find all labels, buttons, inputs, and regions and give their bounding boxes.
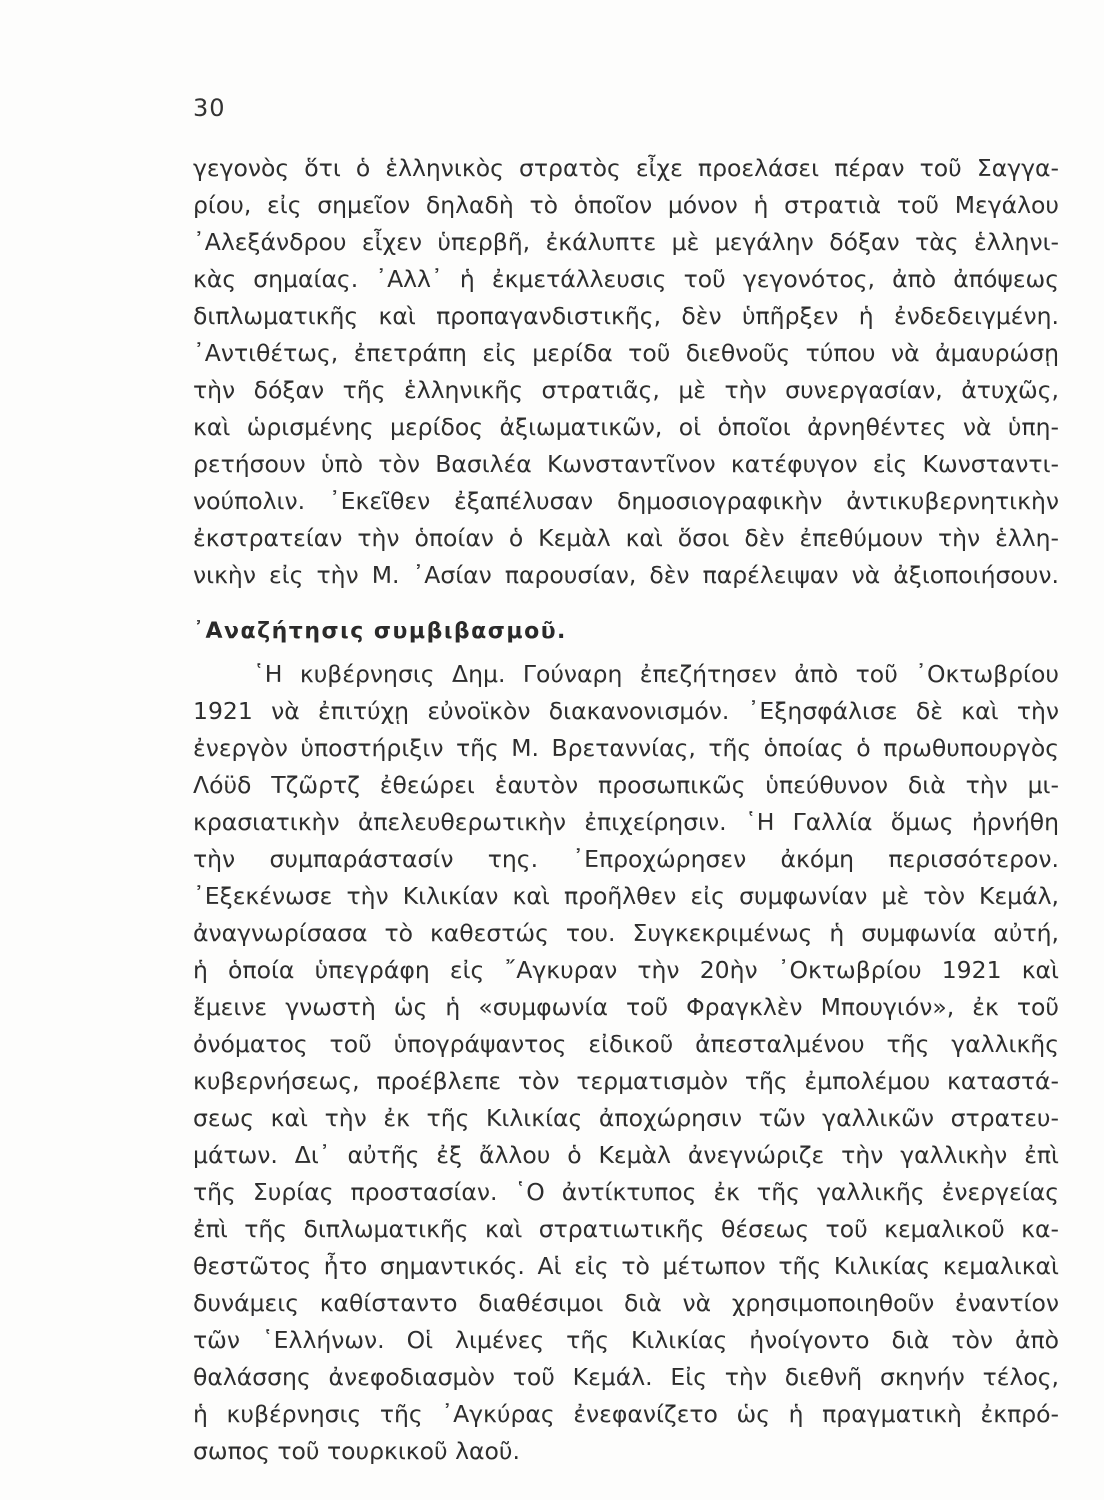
text-line: νικὴν εἰς τὴν Μ. ᾿Ασίαν παρουσίαν, δὲν παρέλειψαν νὰ ἀξιοποιήσουν.	[193, 561, 1059, 589]
text-line: μάτων. Δι᾿ αὐτῆς ἐξ ἄλλου ὁ Κεμὰλ ἀνεγνώριζε τὴν γαλλικὴν ἐπὶ	[193, 1141, 1059, 1169]
text-line: θαλάσσης ἀνεφοδιασμὸν τοῦ Κεμάλ. Εἰς τὴν διεθνῆ σκηνήν τέλος,	[193, 1363, 1059, 1391]
text-line: ἡ ὁποία ὑπεγράφη εἰς ῎Αγκυραν τὴν 20ὴν ᾿Οκτωβρίου 1921 καὶ	[193, 956, 1059, 984]
text-line: σωπος τοῦ τουρκικοῦ λαοῦ.	[193, 1437, 520, 1465]
text-line: ἐνεργὸν ὑποστήριξιν τῆς Μ. Βρεταννίας, τῆς ὁποίας ὁ πρωθυπουργὸς	[193, 734, 1059, 762]
spacer	[193, 594, 1059, 604]
text-line: ᾿Αλεξάνδρου εἶχεν ὑπερβῆ, ἐκάλυπτε μὲ μεγάλην δόξαν τὰς ἑλληνι-	[193, 228, 1059, 256]
text-line: Λόϋδ Τζῶρτζ ἐθεώρει ἑαυτὸν προσωπικῶς ὑπεύθυνον διὰ τὴν μι-	[193, 771, 1059, 799]
text-line: ὀνόματος τοῦ ὑπογράψαντος εἰδικοῦ ἀπεσταλμένου τῆς γαλλικῆς	[193, 1030, 1059, 1058]
page-number: 30	[193, 94, 226, 122]
text-line: γεγονὸς ὅτι ὁ ἑλληνικὸς στρατὸς εἶχε προελάσει πέραν τοῦ Σαγγα-	[193, 154, 1059, 182]
text-line: ᾿Εξεκένωσε τὴν Κιλικίαν καὶ προῆλθεν εἰς συμφωνίαν μὲ τὸν Κεμάλ,	[193, 882, 1059, 910]
text-line: ᾿Αντιθέτως, ἐπετράπη εἰς μερίδα τοῦ διεθνοῦς τύπου νὰ ἀμαυρώσῃ	[193, 339, 1059, 367]
text-line: τῆς Συρίας προστασίαν. ῾Ο ἀντίκτυπος ἐκ τῆς γαλλικῆς ἐνεργείας	[193, 1178, 1059, 1206]
text-line: ἔμεινε γνωστὴ ὡς ἡ «συμφωνία τοῦ Φραγκλὲν Μπουγιόν», ἐκ τοῦ	[193, 993, 1059, 1021]
text-line: ρετήσουν ὑπὸ τὸν Βασιλέα Κωνσταντῖνον κατέφυγον εἰς Κωνσταντι-	[193, 450, 1059, 478]
text-line: ἐκστρατείαν τὴν ὁποίαν ὁ Κεμὰλ καὶ ὅσοι δὲν ἐπεθύμουν τὴν ἑλλη-	[193, 524, 1059, 552]
body-text	[193, 150, 1059, 1470]
text-line: κρασιατικὴν ἀπελευθερωτικὴν ἐπιχείρησιν. ῾Η Γαλλία ὅμως ἠρνήθη	[193, 808, 1059, 836]
text-line: νούπολιν. ᾿Εκεῖθεν ἐξαπέλυσαν δημοσιογραφικὴν ἀντικυβερνητικὴν	[193, 487, 1059, 515]
text-line: τὴν δόξαν τῆς ἑλληνικῆς στρατιᾶς, μὲ τὴν συνεργασίαν, ἀτυχῶς,	[193, 376, 1059, 404]
text-line: σεως καὶ τὴν ἐκ τῆς Κιλικίας ἀποχώρησιν τῶν γαλλικῶν στρατευ-	[193, 1104, 1059, 1132]
text-line: ἡ κυβέρνησις τῆς ᾿Αγκύρας ἐνεφανίζετο ὡς ἡ πραγματικὴ ἐκπρό-	[193, 1400, 1059, 1428]
text-line: κυβερνήσεως, προέβλεπε τὸν τερματισμὸν τῆς ἐμπολέμου καταστά-	[193, 1067, 1059, 1095]
text-line: ἐπὶ τῆς διπλωματικῆς καὶ στρατιωτικῆς θέσεως τοῦ κεμαλικοῦ κα-	[193, 1215, 1059, 1243]
text-line: τῶν ῾Ελλήνων. Οἱ λιμένες τῆς Κιλικίας ἠνοίγοντο διὰ τὸν ἀπὸ	[193, 1326, 1059, 1354]
text-line: ἀναγνωρίσασα τὸ καθεστώς του. Συγκεκριμένως ἡ συμφωνία αὐτή,	[193, 919, 1059, 947]
paragraph-1	[193, 150, 1059, 594]
text-line: θεστῶτος ἦτο σημαντικός. Αἱ εἰς τὸ μέτωπον τῆς Κιλικίας κεμαλικαὶ	[193, 1252, 1059, 1280]
text-line: διπλωματικῆς καὶ προπαγανδιστικῆς, δὲν ὑπῆρξεν ἡ ἐνδεδειγμένη.	[193, 302, 1059, 330]
text-line: καὶ ὡρισμένης μερίδος ἀξιωματικῶν, οἱ ὁποῖοι ἀρνηθέντες νὰ ὑπη-	[193, 413, 1059, 441]
text-line: δυνάμεις καθίσταντο διαθέσιμοι διὰ νὰ χρησιμοποιηθοῦν ἐναντίον	[193, 1289, 1059, 1317]
text-line: ρίου, εἰς σημεῖον δηλαδὴ τὸ ὁποῖον μόνον ἡ στρατιὰ τοῦ Μεγάλου	[193, 191, 1059, 219]
paragraph-2	[193, 656, 1059, 1470]
text-line: κὰς σημαίας. ᾿Αλλ᾿ ἡ ἐκμετάλλευσις τοῦ γεγονότος, ἀπὸ ἀπόψεως	[193, 265, 1059, 293]
text-line: ῾Η κυβέρνησις Δημ. Γούναρη ἐπεζήτησεν ἀπὸ τοῦ ᾿Οκτωβρίου	[253, 660, 1059, 688]
text-line: τὴν συμπαράστασίν της. ᾿Επροχώρησεν ἀκόμη περισσότερον.	[193, 845, 1059, 873]
text-line: 1921 νὰ ἐπιτύχῃ εὐνοϊκὸν διακανονισμόν. ᾿Εξησφάλισε δὲ καὶ τὴν	[193, 697, 1059, 725]
section-heading: ᾿Αναζήτησις συμβιβασμοῦ.	[193, 619, 567, 644]
